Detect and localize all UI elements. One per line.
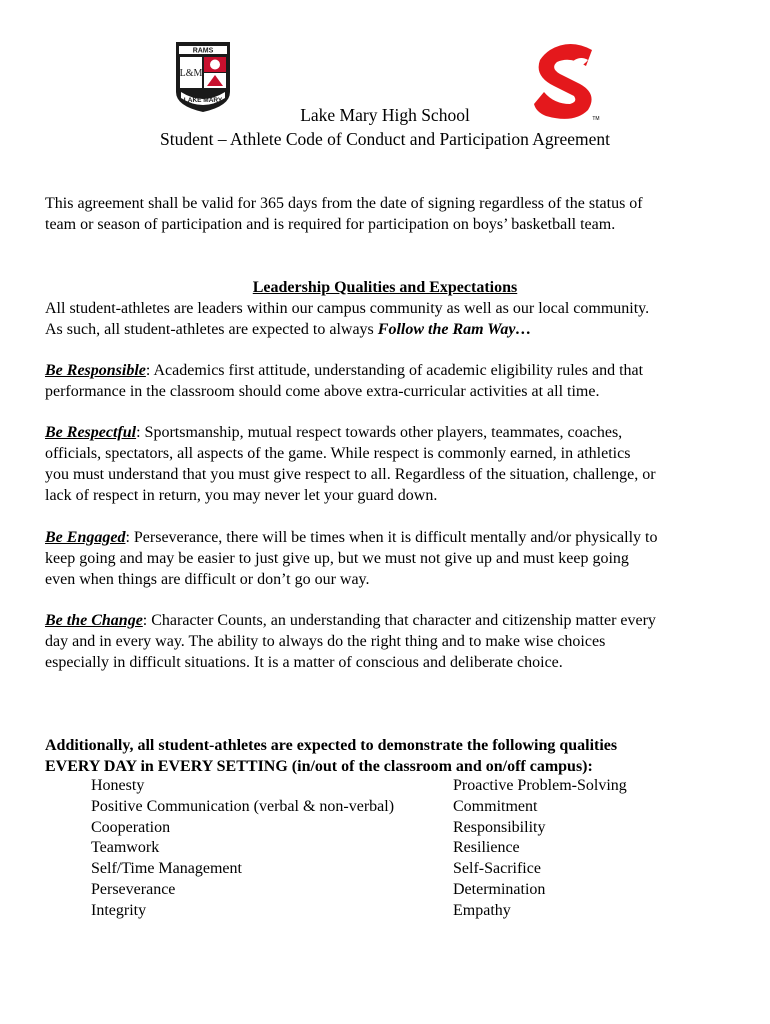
crest-initials: L&M [179, 68, 203, 79]
intro-line-2: team or season of participation and is required for participation on boys’ basketball team. [45, 216, 616, 233]
quality-item: Honesty [91, 777, 145, 794]
leadership-paragraph [45, 298, 735, 340]
quality-item: Perseverance [91, 880, 176, 898]
value-text: performance in the classroom should come above extra-curricular activities at all time. [45, 383, 600, 400]
qualities-heading-line-1: Additionally, all student-athletes are expected to demonstrate the following qualities [45, 737, 618, 754]
quality-item: Cooperation [91, 818, 171, 836]
value-text: officials, spectators, all aspects of the game. While respect is commonly earned, in athletics [45, 445, 631, 462]
value-text: : Character Counts, an understanding that character and citizenship matter every [142, 612, 656, 629]
value-be-engaged [45, 527, 735, 590]
quality-item: Empathy [453, 901, 511, 919]
quality-item: Self-Sacrifice [453, 860, 541, 878]
quality-item: Resilience [453, 839, 520, 857]
leadership-line-2: As such, all student-athletes are expected to always [45, 321, 378, 338]
value-text: you must understand that you must give respect to all. Regardless of the situation, challenge, or [45, 466, 656, 483]
quality-item: Positive Communication (verbal & non-verbal) [91, 797, 395, 815]
intro-line-1: This agreement shall be valid for 365 days from the date of signing regardless of the status of [45, 195, 643, 212]
value-text: lack of respect in return, you may never let your guard down. [45, 487, 438, 504]
value-name: Be Respectful [45, 424, 137, 441]
value-name: Be Responsible [45, 362, 146, 379]
leadership-heading: Leadership Qualities and Expectations [252, 279, 518, 296]
quality-item: Integrity [91, 901, 147, 919]
value-be-the-change [45, 610, 735, 673]
ram-way-motto: Follow the Ram Way… [377, 321, 532, 338]
value-text: : Sportsmanship, mutual respect towards other players, teammates, coaches, [136, 424, 623, 441]
value-text: : Perseverance, there will be times when it is difficult mentally and/or physically to [125, 529, 658, 546]
crest-bottom-text: LAKE MARY [183, 97, 223, 104]
intro-paragraph [45, 193, 735, 235]
qualities-left-column [91, 776, 441, 922]
qualities-heading-line-2: EVERY DAY in EVERY SETTING (in/out of the classroom and on/off campus): [45, 758, 593, 775]
quality-item: Teamwork [91, 839, 160, 857]
value-be-respectful [45, 422, 735, 506]
qualities-heading [45, 735, 735, 777]
school-name: Lake Mary High School [300, 105, 470, 125]
quality-item: Responsibility [453, 818, 546, 836]
value-text: keep going and may be easier to just give up, but we must not give up and must keep going [45, 550, 629, 567]
qualities-right-column [453, 776, 713, 922]
quality-item: Proactive Problem-Solving [453, 777, 627, 794]
value-text: especially in difficult situations. It is a matter of conscious and deliberate choice. [45, 654, 563, 671]
value-be-responsible [45, 360, 735, 402]
quality-item: Commitment [453, 797, 538, 815]
value-text: day and in every way. The ability to always do the right thing and to make wise choices [45, 633, 606, 650]
leadership-line-1: All student-athletes are leaders within our campus community as well as our local community. [45, 300, 650, 317]
crest-top-text: RAMS [192, 47, 214, 55]
document-title: Student – Athlete Code of Conduct and Participation Agreement [159, 129, 611, 149]
value-name: Be the Change [45, 612, 143, 629]
value-text: : Academics first attitude, understanding of academic eligibility rules and that [145, 362, 644, 379]
quality-item: Determination [453, 880, 546, 898]
school-crest-logo [173, 40, 233, 114]
quality-item: Self/Time Management [91, 860, 242, 878]
value-text: even when things are difficult or don’t go our way. [45, 571, 370, 588]
value-name: Be Engaged [45, 529, 126, 546]
tm-mark: TM [592, 116, 600, 120]
